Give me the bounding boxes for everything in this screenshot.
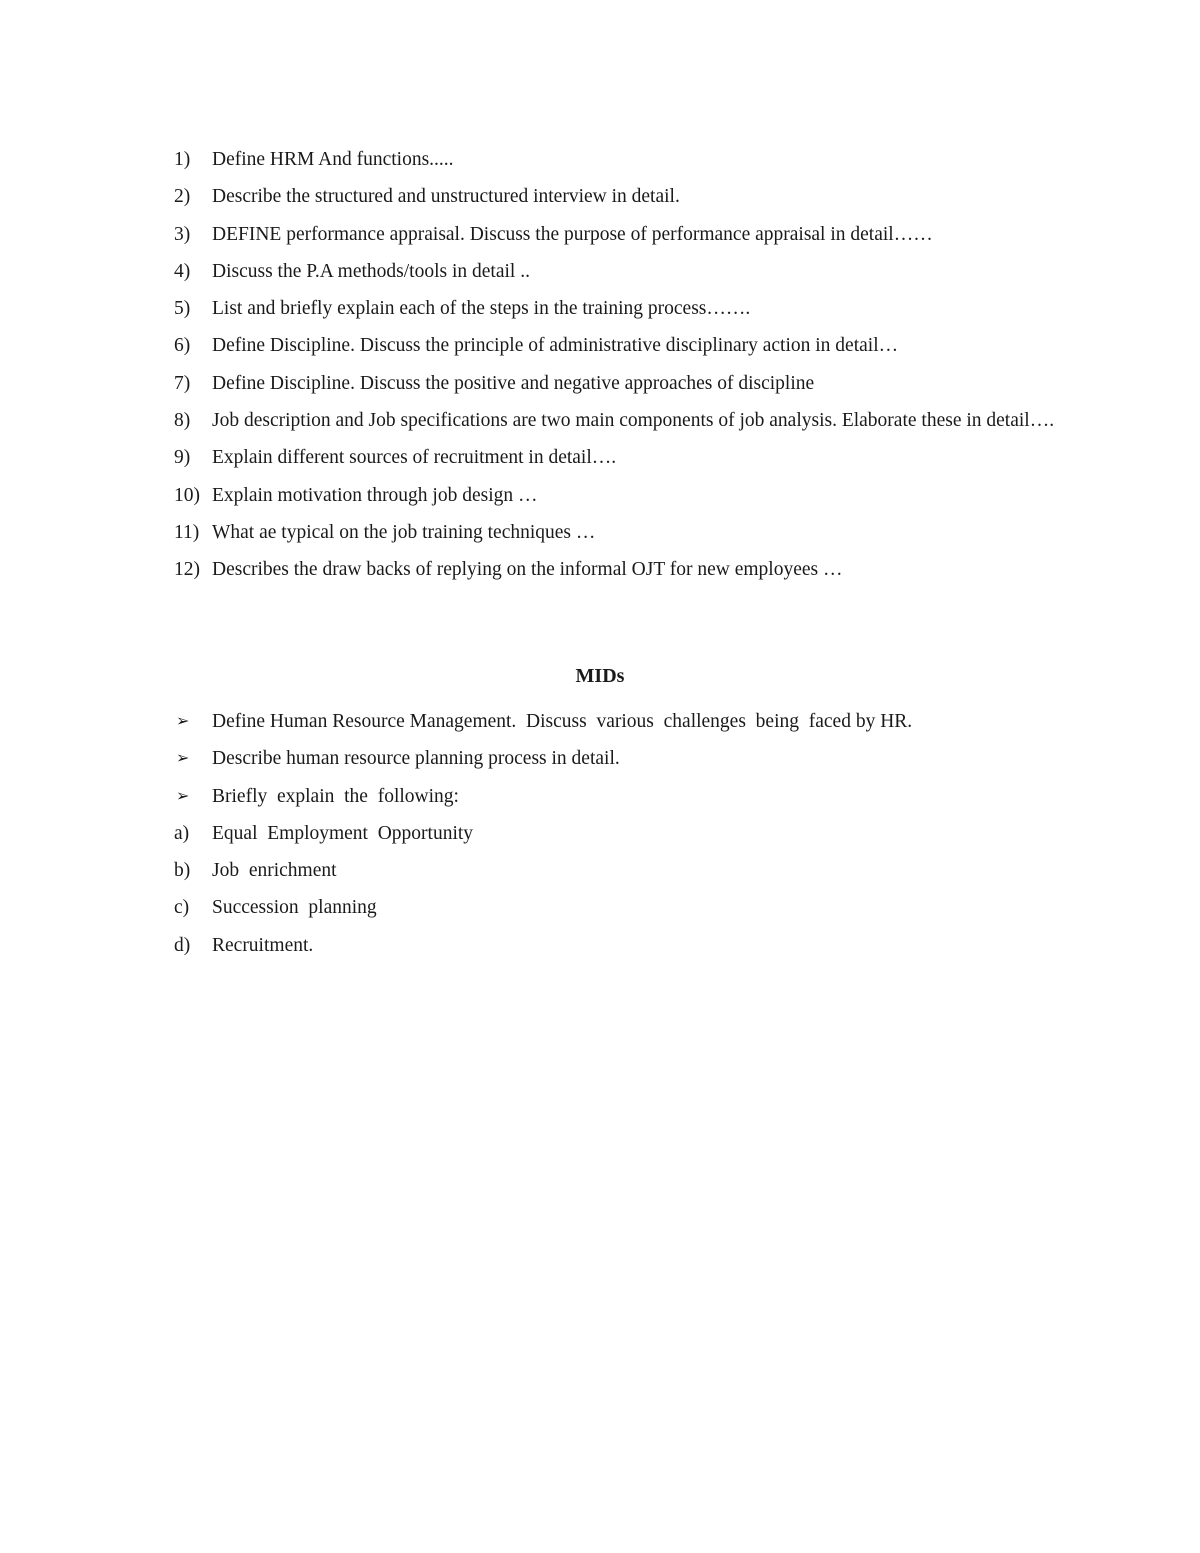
- sub-item-label: c): [174, 897, 190, 919]
- question-item: [174, 141, 1058, 178]
- question-text: Explain motivation through job design …: [212, 484, 538, 506]
- question-text: Define HRM And functions.....: [212, 149, 454, 170]
- sub-item-text: Job enrichment: [212, 860, 337, 882]
- mids-bullet-item: [174, 703, 1058, 740]
- mids-sub-item: [174, 852, 1058, 889]
- question-number: 7): [174, 372, 191, 394]
- question-text: Explain different sources of recruitment in detail….: [212, 447, 617, 469]
- question-item: [174, 290, 1058, 327]
- question-number: 12): [174, 559, 200, 581]
- question-number: 8): [174, 410, 191, 432]
- questions-list: [174, 141, 1058, 589]
- mids-sub-item: [174, 815, 1058, 852]
- question-number: 4): [174, 260, 191, 282]
- question-item: [174, 402, 1058, 439]
- question-number: 5): [174, 298, 191, 320]
- sub-item-text: Recruitment.: [212, 934, 314, 956]
- sub-item-label: b): [174, 860, 191, 882]
- sub-item-text: Succession planning: [212, 897, 377, 919]
- question-text: DEFINE performance appraisal. Discuss the purpose of performance appraisal in detail……: [212, 223, 933, 245]
- mids-heading: MIDs: [575, 665, 625, 687]
- question-number: 6): [174, 335, 191, 357]
- question-number: 3): [174, 223, 191, 245]
- arrow-bullet-icon: ➢: [176, 750, 190, 768]
- arrow-bullet-icon: ➢: [176, 713, 190, 730]
- mids-item-text: Briefly explain the following:: [212, 785, 459, 807]
- sub-item-label: d): [174, 934, 191, 956]
- question-text: Define Discipline. Discuss the principle of administrative disciplinary action in detail…: [212, 335, 899, 357]
- question-item: [174, 551, 1058, 588]
- mids-bullet-item: [174, 778, 1058, 815]
- question-text: Job description and Job specifications are two main components of job analysis. Elaborate these in detail….: [212, 410, 1055, 432]
- question-number: 2): [174, 186, 191, 208]
- question-item: [174, 327, 1058, 364]
- question-item: [174, 477, 1058, 514]
- question-item: [174, 514, 1058, 551]
- question-text: Describes the draw backs of replying on the informal OJT for new employees …: [212, 559, 843, 581]
- mids-bullet-item: [174, 740, 1058, 777]
- question-number: 9): [174, 447, 191, 469]
- mids-list: [174, 703, 1058, 964]
- mids-item-text: Define Human Resource Management. Discuss various challenges being faced by HR.: [212, 711, 913, 732]
- question-item: [174, 253, 1058, 290]
- question-number: 10): [174, 484, 200, 506]
- mids-sub-item: [174, 927, 1058, 964]
- mids-sub-item: [174, 889, 1058, 926]
- sub-item-text: Equal Employment Opportunity: [212, 822, 474, 844]
- question-number: 1): [174, 149, 191, 170]
- question-item: [174, 365, 1058, 402]
- arrow-bullet-icon: ➢: [176, 787, 190, 805]
- mids-item-text: Describe human resource planning process in detail.: [212, 748, 620, 770]
- question-item: [174, 439, 1058, 476]
- question-text: Describe the structured and unstructured interview in detail.: [212, 186, 680, 208]
- sub-item-label: a): [174, 822, 190, 844]
- question-item: [174, 178, 1058, 215]
- question-text: Define Discipline. Discuss the positive and negative approaches of discipline: [212, 372, 815, 394]
- question-text: What ae typical on the job training techniques …: [212, 521, 596, 543]
- question-text: Discuss the P.A methods/tools in detail ..: [212, 260, 530, 282]
- question-number: 11): [174, 521, 200, 543]
- question-text: List and briefly explain each of the steps in the training process…….: [212, 298, 751, 320]
- question-item: [174, 216, 1058, 253]
